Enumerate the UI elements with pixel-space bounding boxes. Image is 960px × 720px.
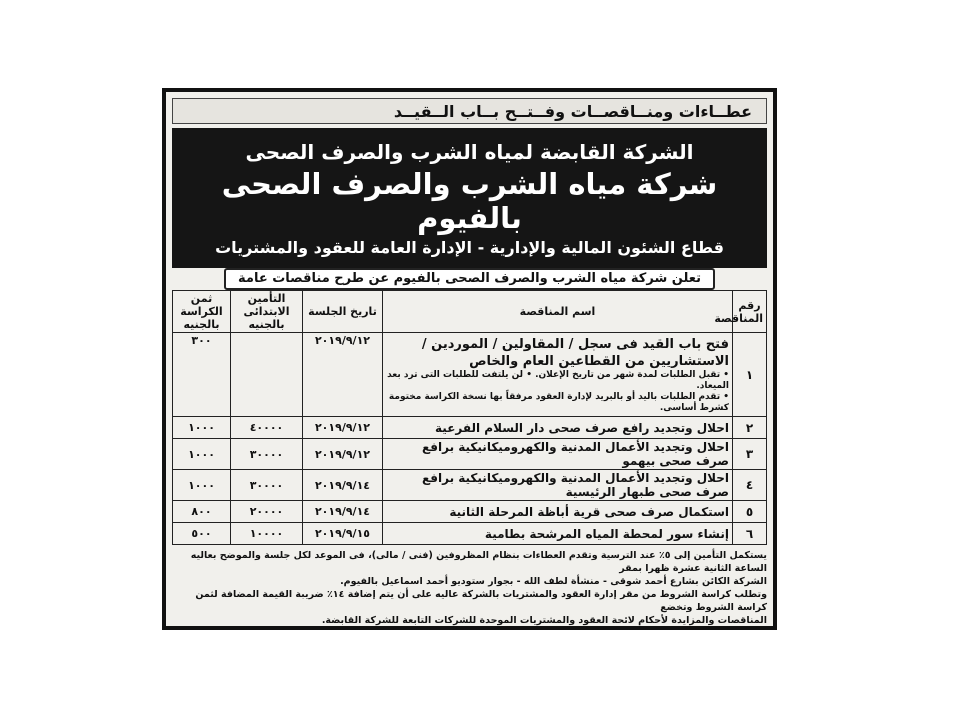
row-date: ٢٠١٩/٩/١٢: [303, 439, 383, 470]
table-row: [173, 439, 767, 470]
row-number: ٢: [733, 417, 767, 439]
row-number: ٤: [733, 470, 767, 501]
footer-notes: [172, 549, 767, 627]
announcement-row: [172, 268, 767, 290]
row-price: ١٠٠٠: [173, 470, 231, 501]
holding-company-title: الشركة القابضة لمياه الشرب والصرف الصحى: [245, 139, 694, 164]
footer-line: الشركة الكائن بشارع أحمد شوقى - منشأة لطف الله - بجوار ستوديو أحمد اسماعيل بالفيوم.: [340, 576, 767, 587]
section-banner: [172, 98, 767, 124]
advertisement-frame: [162, 88, 777, 630]
row-name: احلال وتجديد الأعمال المدنية والكهروميكانيكية برافع صرف صحى طبهار الرئيسية: [383, 470, 733, 501]
table-row: [173, 417, 767, 439]
row-insurance: [231, 333, 303, 417]
row-note: • تقبل الطلبات لمدة شهر من تاريخ الإعلان. • لن يلتفت للطلبات التى ترد بعد الميعاد.: [387, 369, 729, 391]
row-number: ٣: [733, 439, 767, 470]
row-name: احلال وتجديد رافع صرف صحى دار السلام الفرعية: [383, 417, 733, 439]
row-date: ٢٠١٩/٩/١٢: [303, 333, 383, 417]
row-name-cell: [383, 333, 733, 417]
row-name: احلال وتجديد الأعمال المدنية والكهروميكانيكية برافع صرف صحى بيهمو: [383, 439, 733, 470]
row-price: ٣٠٠: [173, 333, 231, 417]
section-banner-text: عطــاءات ومنــاقصــات وفــتــح بــاب الــقيــد: [393, 101, 752, 121]
row-price: ١٠٠٠: [173, 439, 231, 470]
tenders-table: [172, 290, 767, 545]
table-row: [173, 470, 767, 501]
row-insurance: ٤٠٠٠٠: [231, 417, 303, 439]
row-price: ١٠٠٠: [173, 417, 231, 439]
row-name: إنشاء سور لمحطة المياه المرشحة بطامية: [383, 523, 733, 545]
row-date: ٢٠١٩/٩/١٤: [303, 501, 383, 523]
footer-line: وتطلب كراسة الشروط من مقر إدارة العقود والمشتريات بالشركة عاليه على أن يتم إضافة ١٤٪ ضريبة القيمة المضافة لثمن كراسة الشروط وتخضع: [195, 589, 767, 613]
header-name: اسم المناقصة: [383, 291, 733, 333]
row-date: ٢٠١٩/٩/١٥: [303, 523, 383, 545]
footer-line: يستكمل التأمين إلى ٥٪ عند الترسية وتقدم العطاءات بنظام المظروفين (فنى / مالى)، فى الموعد لكل جلسة والموضح بعاليه الساعة الثانية عشرة ظهرا بمقر: [190, 550, 767, 574]
row-price: ٨٠٠: [173, 501, 231, 523]
header-insurance: التأمين الابتدائى بالجنيه: [231, 291, 303, 333]
header-number: رقم المناقصة: [733, 291, 767, 333]
table-header-row: [173, 291, 767, 333]
row-note: • تقدم الطلبات باليد أو بالبريد لإدارة العقود مرفقاً بها نسخة الكراسة مختومة كشرط أساسى.: [388, 391, 729, 413]
row-price: ٥٠٠: [173, 523, 231, 545]
advertisement-content: [172, 98, 767, 626]
row-insurance: ٢٠٠٠٠: [231, 501, 303, 523]
row-insurance: ٣٠٠٠٠: [231, 439, 303, 470]
row-number: ٥: [733, 501, 767, 523]
row-insurance: ١٠٠٠٠: [231, 523, 303, 545]
department-title: قطاع الشئون المالية والإدارية - الإدارة العامة للعقود والمشتريات: [215, 237, 724, 257]
company-title: شركة مياه الشرب والصرف الصحى بالفيوم: [221, 166, 718, 235]
table-row: [173, 333, 767, 417]
row-insurance: ٣٠٠٠٠: [231, 470, 303, 501]
header-date: تاريخ الجلسة: [303, 291, 383, 333]
announcement-text: تعلن شركة مياه الشرب والصرف الصحى بالفيوم عن طرح مناقصات عامة: [224, 268, 715, 290]
row-date: ٢٠١٩/٩/١٢: [303, 417, 383, 439]
row-number: ١: [733, 333, 767, 417]
table-row: [173, 523, 767, 545]
row-number: ٦: [733, 523, 767, 545]
table-row: [173, 501, 767, 523]
row-name: فتح باب القيد فى سجل / المقاولين / الموردين / الاستشاريين من القطاعين العام والخاص: [421, 336, 729, 369]
row-date: ٢٠١٩/٩/١٤: [303, 470, 383, 501]
row-name: استكمال صرف صحى قرية أباظة المرحلة الثانية: [383, 501, 733, 523]
footer-line: المناقصات والمزايدة لأحكام لائحة العقود والمشتريات الموحدة للشركات التابعة للشركة القابضة.: [321, 615, 767, 626]
header-price: ثمن الكراسة بالجنيه: [173, 291, 231, 333]
company-header: [172, 128, 767, 268]
